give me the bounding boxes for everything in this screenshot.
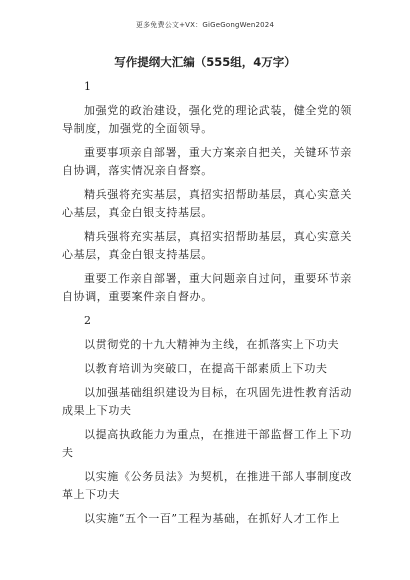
paragraph: 以提高执政能力为重点，在推进干部监督工作上下功夫 (62, 428, 352, 459)
document-title: 写作提纲大汇编（555组，4万字） (114, 55, 296, 69)
paragraph: 以贯彻党的十九大精神为主线，在抓落实上下功夫 (84, 338, 340, 351)
paragraph: 以实施《公务员法》为契机，在推进干部人事制度改革上下功夫 (62, 470, 352, 501)
paragraph: 加强党的政治建设，强化党的理论武装，健全党的领导制度，加强党的全面领导。 (62, 104, 352, 135)
paragraph: 精兵强将充实基层，真招实招帮助基层，真心实意关心基层，真金白银支持基层。 (62, 188, 352, 219)
section-number: 2 (84, 314, 91, 327)
section-1 (62, 78, 352, 306)
paragraph: 重要事项亲自部署，重大方案亲自把关，关键环节亲自协调，落实情况亲自督察。 (62, 146, 352, 177)
paragraph: 以加强基础组织建设为目标，在巩固先进性教育活动成果上下功夫 (62, 386, 352, 417)
page-header: 更多免费公文+VX：GiGeGongWen2024 (135, 21, 275, 29)
document-body (62, 78, 352, 534)
paragraph: 以教育培训为突破口，在提高干部素质上下功夫 (84, 362, 328, 375)
section-number: 1 (84, 80, 91, 93)
paragraph: 精兵强将充实基层，真招实招帮助基层，真心实意关心基层，真金白银支持基层。 (62, 230, 352, 261)
paragraph: 重要工作亲自部署，重大问题亲自过问，重要环节亲自协调，重要案件亲自督办。 (62, 272, 352, 303)
section-2 (62, 312, 352, 528)
paragraph: 以实施“五个一百”工程为基础，在抓好人才工作上 (84, 512, 341, 525)
